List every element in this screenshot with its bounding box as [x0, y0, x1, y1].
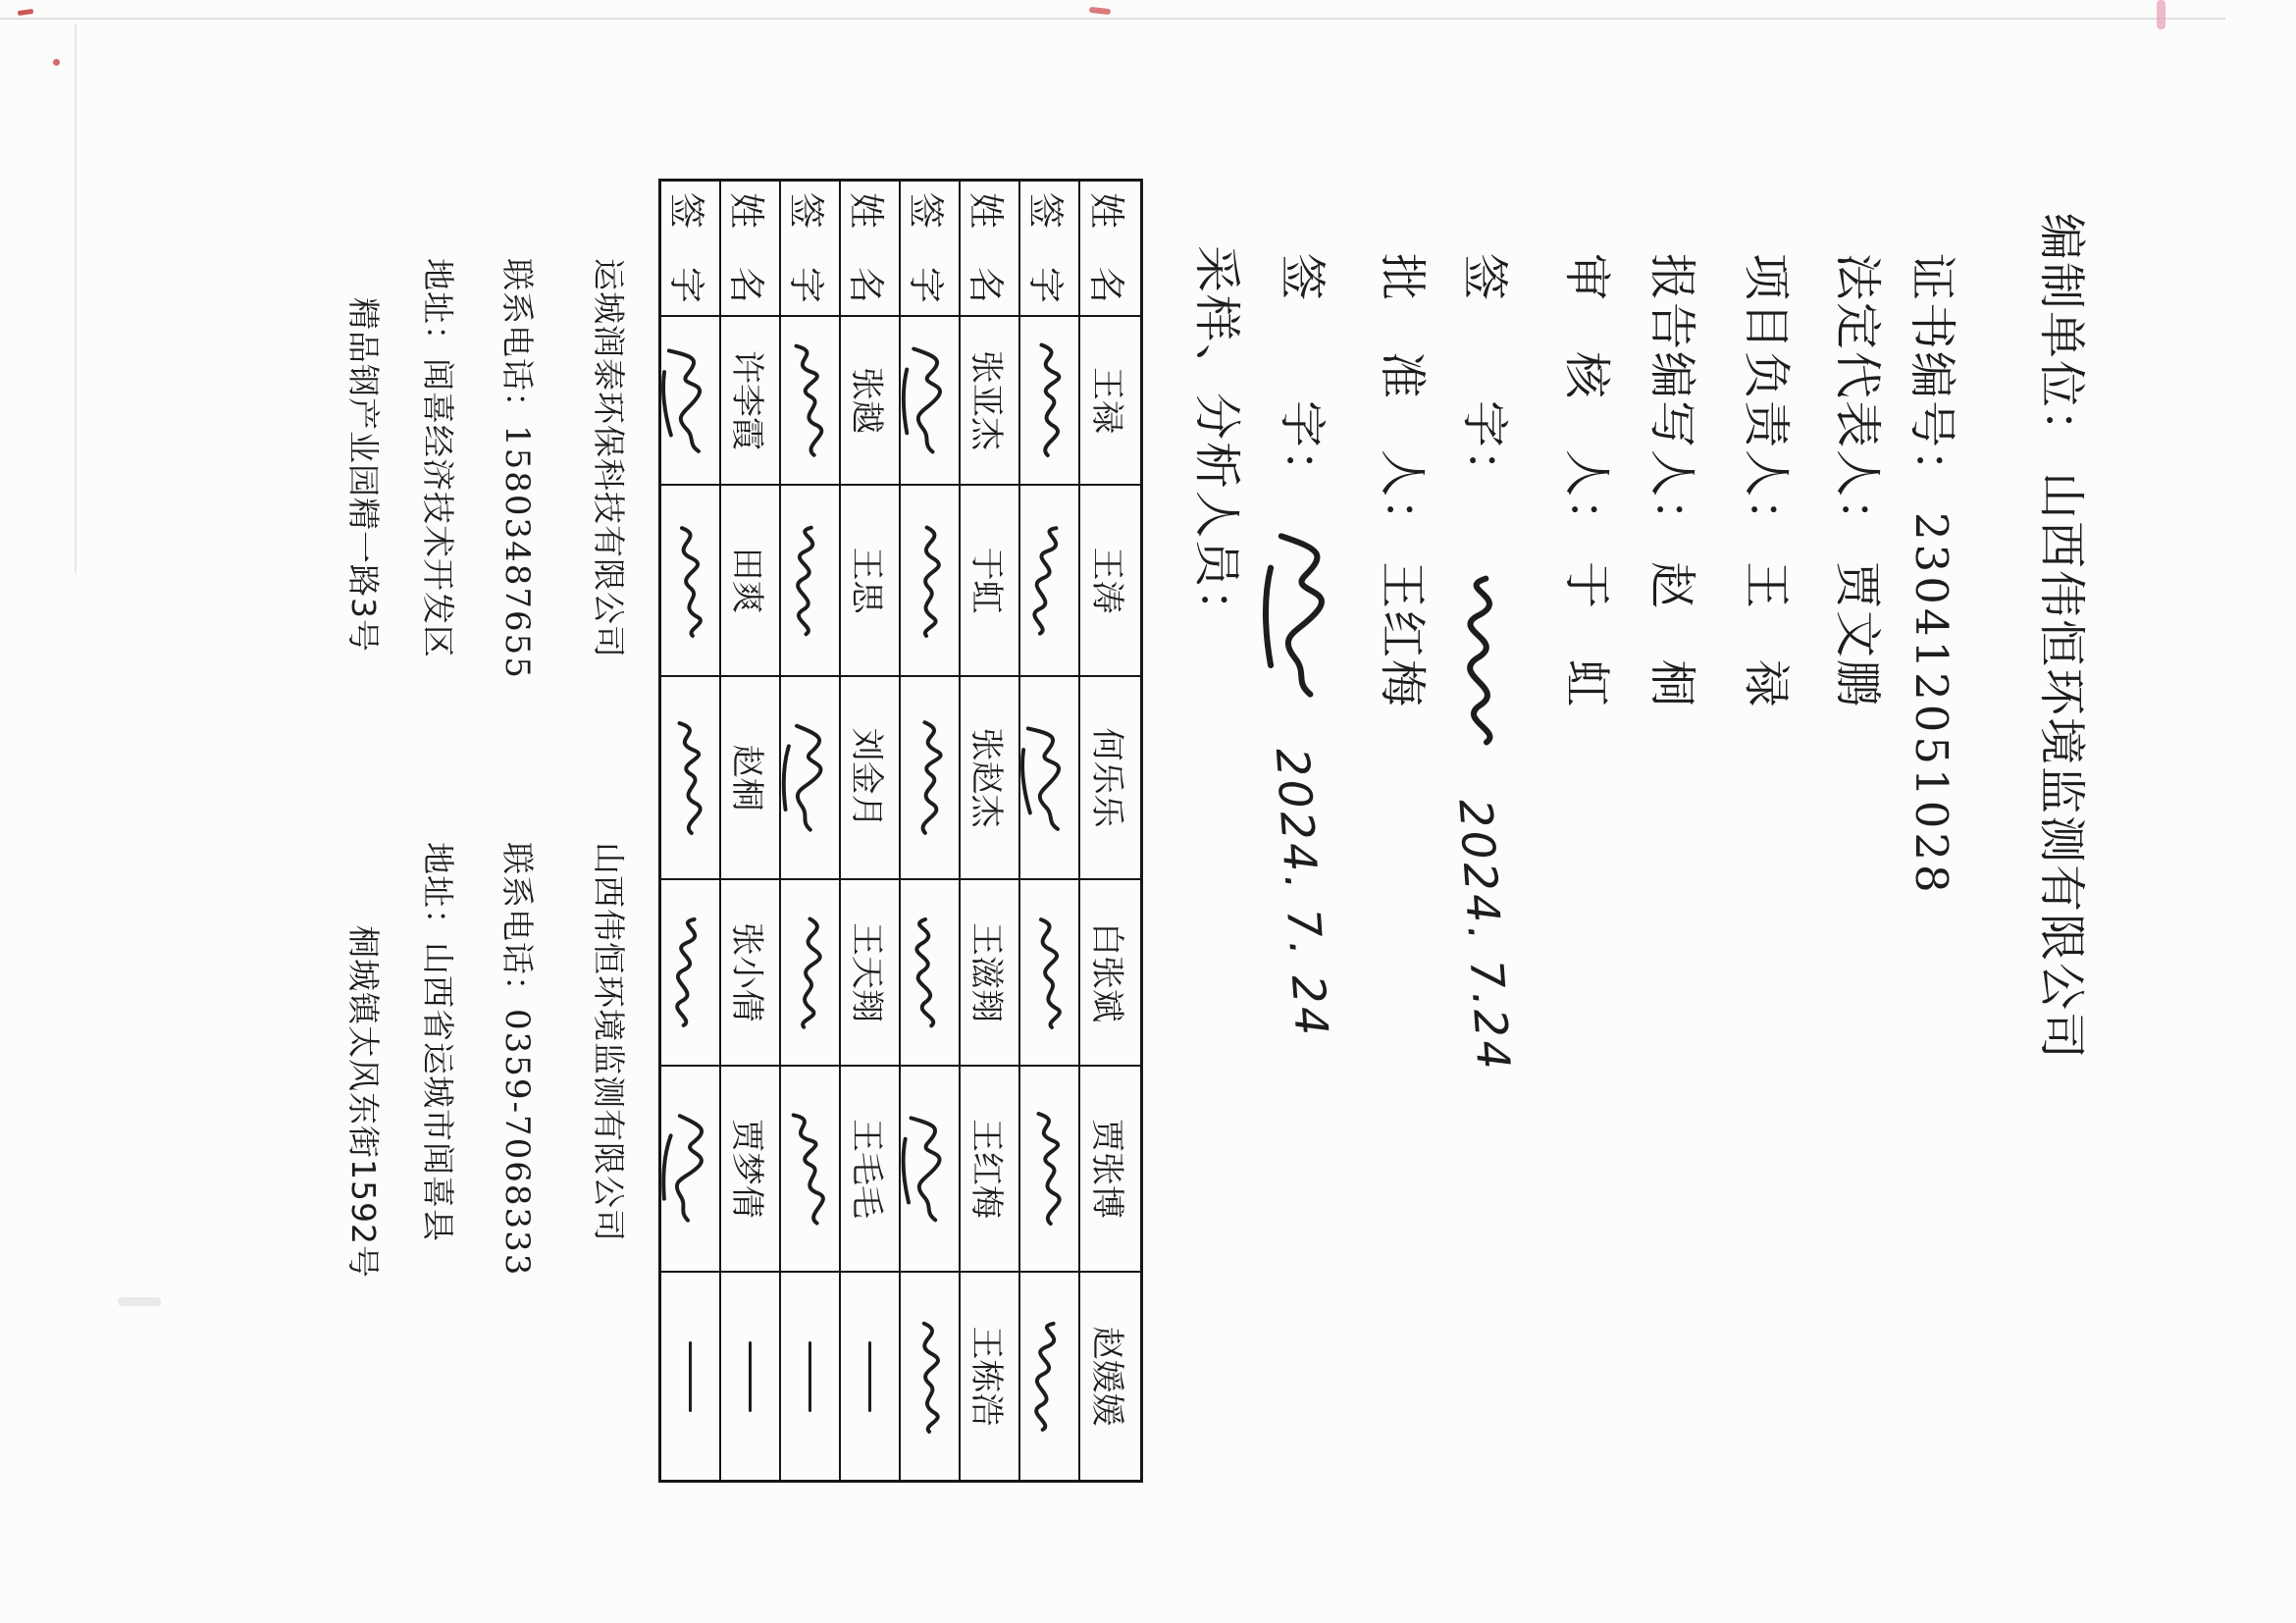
signature-cell	[1020, 1065, 1080, 1271]
signature-cell	[1020, 675, 1080, 878]
left-company-address-line1	[417, 258, 463, 658]
left-phone-number: 15803487655	[497, 425, 537, 680]
name-cell: 张赵杰	[961, 675, 1020, 878]
name-cell: 王思	[841, 484, 901, 675]
signature-scribble	[783, 507, 838, 654]
row-label-cell: 签 字	[1020, 182, 1080, 315]
reviewer-sign-label: 签 字：	[1457, 253, 1512, 499]
sampling-personnel-title: 采样、分析人员：	[1189, 245, 1244, 639]
name-cell: 贾张博	[1080, 1065, 1140, 1271]
dash-mark	[749, 1341, 752, 1412]
signature-cell	[1020, 1271, 1080, 1480]
signature-scribble	[663, 705, 718, 852]
empty-name-cell	[841, 1271, 901, 1480]
signature-scribble	[775, 896, 845, 1048]
right-phone-label: 联系电话：	[498, 842, 537, 1009]
signature-cell	[661, 1065, 721, 1271]
row-label-cell: 姓 名	[841, 182, 901, 315]
name-cell: 白张斌	[1080, 878, 1140, 1065]
pink-scan-streak	[2157, 0, 2166, 29]
project-lead-line	[1737, 253, 1804, 708]
personnel-table	[658, 179, 1143, 1483]
signature-scribble	[1263, 522, 1347, 708]
approver-value: 王红梅	[1375, 561, 1430, 709]
empty-name-cell	[721, 1271, 781, 1480]
approver-sign-label: 签 字：	[1275, 253, 1330, 499]
row-label-cell: 签 字	[661, 182, 721, 315]
project-lead-value: 王 禄	[1739, 561, 1794, 709]
certificate-number-value: 230412051028	[1905, 512, 1957, 897]
signature-scribble	[1022, 1095, 1077, 1242]
report-writer-value: 赵 桐	[1644, 561, 1699, 709]
right-address-label: 地址：	[419, 842, 457, 942]
approver-signature-scribble	[1251, 522, 1347, 708]
report-writer-line	[1643, 253, 1710, 708]
name-cell: 赵桐	[721, 675, 781, 878]
reviewer-sign-date: 2024. 7.24	[1448, 797, 1521, 1074]
left-phone-label: 联系电话：	[498, 258, 537, 425]
name-cell: 赵媛媛	[1080, 1271, 1140, 1480]
dash-mark	[868, 1341, 871, 1412]
signature-scribble	[1015, 504, 1084, 656]
signature-scribble	[903, 1303, 958, 1450]
signature-scribble	[659, 505, 722, 655]
name-cell: 张亚杰	[961, 315, 1020, 484]
left-company-name: 运城润泰环保科技有限公司	[590, 258, 628, 658]
signature-scribble	[775, 1092, 845, 1244]
signature-cell	[781, 1065, 841, 1271]
dash-mark	[809, 1341, 811, 1412]
signature-cell	[661, 675, 721, 878]
name-cell: 于虹	[961, 484, 1020, 675]
name-cell: 王滋翔	[961, 878, 1020, 1065]
right-address-value1: 山西省运城市闻喜县	[419, 942, 457, 1242]
signature-scribble	[899, 505, 962, 655]
reviewer-signature-scribble	[1434, 567, 1530, 754]
reviewer-line	[1557, 253, 1625, 708]
gray-smudge	[118, 1297, 161, 1306]
signature-cell	[901, 1271, 961, 1480]
signature-cell	[661, 878, 721, 1065]
red-pen-dot	[53, 59, 60, 66]
signature-cell	[901, 1065, 961, 1271]
signature-scribble	[895, 896, 965, 1048]
signature-scribble	[1018, 1301, 1081, 1451]
name-cell: 王栋浩	[961, 1271, 1020, 1480]
name-cell: 王毛毛	[841, 1065, 901, 1271]
signature-scribble	[659, 898, 722, 1048]
signature-scribble	[903, 327, 958, 474]
left-company-address-line2: 精品钢产业园精一路3号	[344, 297, 383, 653]
signature-scribble	[1015, 702, 1084, 854]
signature-cell	[781, 878, 841, 1065]
signature-scribble	[1018, 326, 1081, 476]
right-company-name: 山西伟恒环境监测有限公司	[590, 842, 628, 1242]
scan-edge-line-top	[0, 18, 2225, 20]
compiling-unit-line	[2032, 213, 2100, 1061]
empty-signature-cell	[661, 1271, 721, 1480]
approver-sign-line	[1251, 253, 1347, 1038]
name-cell: 王红梅	[961, 1065, 1020, 1271]
left-address-value1: 闻喜经济技术开发区	[419, 358, 457, 658]
right-company-phone-line	[496, 842, 543, 1277]
signature-cell	[901, 675, 961, 878]
signature-cell	[781, 675, 841, 878]
name-cell: 许李霞	[721, 315, 781, 484]
reviewer-label: 审 核 人：	[1559, 253, 1614, 549]
row-label-cell: 姓 名	[721, 182, 781, 315]
left-company-phone-line	[496, 258, 543, 680]
empty-signature-cell	[781, 1271, 841, 1480]
signature-cell	[1020, 315, 1080, 484]
row-label-cell: 签 字	[781, 182, 841, 315]
name-cell: 刘金月	[841, 675, 901, 878]
signature-scribble	[655, 324, 725, 476]
report-writer-label: 报告编写人：	[1644, 253, 1699, 549]
reviewer-sign-line	[1434, 253, 1530, 1073]
compiling-unit-label: 编制单位：	[2034, 213, 2089, 459]
project-lead-label: 项目负责人：	[1739, 253, 1794, 549]
signature-cell	[1020, 484, 1080, 675]
right-company-address-line2: 桐城镇太风东街1592号	[344, 925, 383, 1279]
legal-representative-line	[1828, 253, 1896, 708]
signature-scribble	[1440, 565, 1535, 756]
legal-representative-label: 法定代表人：	[1830, 253, 1885, 549]
name-cell: 贾梦倩	[721, 1065, 781, 1271]
signature-cell	[901, 315, 961, 484]
certificate-number-line	[1903, 253, 1970, 897]
name-cell: 王禄	[1080, 315, 1140, 484]
compiling-unit-value: 山西伟恒环境监测有限公司	[2034, 472, 2089, 1062]
signature-cell	[781, 484, 841, 675]
signature-scribble	[779, 703, 842, 853]
dash-mark	[689, 1341, 692, 1412]
signature-scribble	[655, 1092, 725, 1244]
row-label-cell: 签 字	[901, 182, 961, 315]
left-address-label: 地址：	[419, 258, 457, 358]
name-cell: 何乐乐	[1080, 675, 1140, 878]
reviewer-value: 于 虹	[1559, 561, 1614, 709]
signature-cell	[781, 315, 841, 484]
name-cell: 王天翔	[841, 878, 901, 1065]
name-cell: 张小倩	[721, 878, 781, 1065]
approver-label: 批 准 人：	[1375, 253, 1430, 549]
certificate-number-label: 证书编号：	[1905, 253, 1959, 499]
signature-cell	[661, 315, 721, 484]
approver-sign-date: 2024. 7. 24	[1265, 746, 1339, 1040]
signature-cell	[901, 878, 961, 1065]
right-phone-number: 0359-7068333	[497, 1009, 537, 1278]
signature-cell	[901, 484, 961, 675]
row-label-cell: 姓 名	[961, 182, 1020, 315]
signature-scribble	[779, 326, 842, 476]
legal-representative-value: 贾文鹏	[1830, 561, 1885, 709]
signature-cell	[1020, 878, 1080, 1065]
approver-line	[1373, 253, 1440, 708]
signature-scribble	[1018, 898, 1081, 1048]
name-cell: 王涛	[1080, 484, 1140, 675]
name-cell: 田爽	[721, 484, 781, 675]
signature-cell	[661, 484, 721, 675]
row-label-cell: 姓 名	[1085, 192, 1128, 304]
signature-scribble	[899, 1094, 962, 1244]
signature-scribble	[895, 702, 965, 854]
right-company-address-line1	[417, 842, 463, 1242]
scan-edge-line-left	[75, 24, 77, 573]
name-cell: 张越	[841, 315, 901, 484]
